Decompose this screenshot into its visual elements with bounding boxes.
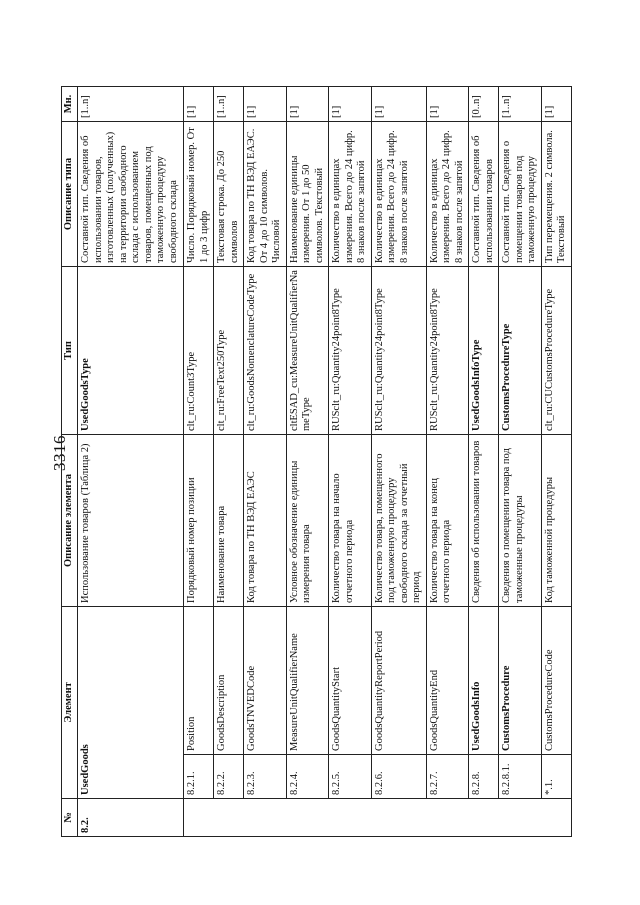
table-row (184, 87, 214, 837)
row-element: UsedGoodsInfo (469, 607, 499, 755)
header-element: Элемент (62, 607, 78, 799)
row-mn: [1] (286, 87, 329, 122)
table-header-row (62, 87, 78, 837)
indent-cell (184, 799, 572, 837)
row-num: 8.2.7. (426, 755, 469, 799)
table-row (244, 87, 287, 837)
row-element: GoodsQuantityReportPeriod (371, 607, 426, 755)
row-mn: [1..n] (499, 87, 542, 122)
table-row (541, 87, 571, 837)
header-type-desc: Описание типа (62, 122, 78, 267)
table-row (329, 87, 372, 837)
row-mn: [1] (541, 87, 571, 122)
row-element-desc: Порядковый номер позиции (184, 435, 214, 607)
row-element-desc: Сведения о помещении товара под таможенные процедуры (499, 435, 542, 607)
row-element: GoodsTNVEDCode (244, 607, 287, 755)
page-number: 3316 (50, 435, 69, 471)
row-num: 8.2.2. (214, 755, 244, 799)
row-element-desc: Код таможенной процедуры (541, 435, 571, 607)
row-type-desc: Наименование единицы измерения. От 1 до 50 символов. Текстовый (286, 122, 329, 267)
row-num: 8.2.8.1. (499, 755, 542, 799)
row-element: MeasureUnitQualifierName (286, 607, 329, 755)
row-type: RUSclt_ru:Quantity24point8Type (426, 267, 469, 435)
row-type-desc: Тип перемещения. 2 символа. Текстовый (541, 122, 571, 267)
row-element-desc: Количество товара на конец отчетного периода (426, 435, 469, 607)
row-num: 8.2.5. (329, 755, 372, 799)
row-type: clt_ru:CUCustomsProcedureType (541, 267, 571, 435)
row-type-desc: Код товара по ТН ВЭД ЕАЭС. От 4 до 10 символов. Числовой (244, 122, 287, 267)
row-type: RUSclt_ru:Quantity24point8Type (329, 267, 372, 435)
row-element-desc: Условное обозначение единицы измерения товара (286, 435, 329, 607)
row-type: RUSclt_ru:Quantity24point8Type (371, 267, 426, 435)
row-mn: [1..n] (214, 87, 244, 122)
row-element-desc: Наименование товара (214, 435, 244, 607)
row-type: clt_ru:GoodsNomenclatureCodeType (244, 267, 287, 435)
row-type-desc: Число. Порядковый номер. От 1 до 3 цифр (184, 122, 214, 267)
row-type: cltESAD_cu:MeasureUnitQualifierNameType (286, 267, 329, 435)
row-mn: [1] (426, 87, 469, 122)
row-mn: [1] (184, 87, 214, 122)
row-mn: [1] (371, 87, 426, 122)
row-type: UsedGoodsType (78, 267, 184, 435)
row-element: Position (184, 607, 214, 755)
row-element: CustomsProcedure (499, 607, 542, 755)
row-num: *.1. (541, 755, 571, 799)
row-element-desc: Код товара по ТН ВЭД ЕАЭС (244, 435, 287, 607)
table-row (426, 87, 469, 837)
row-element: GoodsQuantityStart (329, 607, 372, 755)
header-mn: Мн. (62, 87, 78, 122)
row-type: CustomsProcedureType (499, 267, 542, 435)
row-type: clt_ru:Count3Type (184, 267, 214, 435)
row-type-desc: Количество в единицах измерения. Всего до 24 цифр. 8 знаков после запятой (371, 122, 426, 267)
table-row (371, 87, 426, 837)
row-num: 8.2.4. (286, 755, 329, 799)
schema-table (61, 86, 572, 837)
table-row (286, 87, 329, 837)
row-num: 8.2.1. (184, 755, 214, 799)
row-element: UsedGoods (78, 607, 184, 799)
row-element: GoodsQuantityEnd (426, 607, 469, 755)
row-type: clt_ru:FreeText250Type (214, 267, 244, 435)
row-type-desc: Составной тип. Сведения об использовании товаров (469, 122, 499, 267)
row-element-desc: Использование товаров (Таблица 2) (78, 435, 184, 607)
row-type-desc: Составной тип. Сведения об использовании товаров, изготовленных (полученных) на территории свободного склада с использованием товаров, помещенных под таможенную процедуру свободного склада (78, 122, 184, 267)
row-element: CustomsProcedureCode (541, 607, 571, 755)
row-num: 8.2.3. (244, 755, 287, 799)
row-num: 8.2. (78, 799, 184, 837)
row-element-desc: Количество товара, помещенного под таможенную процедуру свободного склада за отчетный период (371, 435, 426, 607)
header-type: Тип (62, 267, 78, 435)
row-type-desc: Текстовая строка. До 250 символов (214, 122, 244, 267)
table-row (78, 87, 184, 837)
table-row (214, 87, 244, 837)
row-mn: [1] (329, 87, 372, 122)
row-num: 8.2.8. (469, 755, 499, 799)
table-row (469, 87, 499, 837)
row-element: GoodsDescription (214, 607, 244, 755)
header-element-desc: Описание элемента (62, 435, 78, 607)
header-num: № (62, 799, 78, 837)
rotated-table-wrapper (61, 87, 579, 837)
row-mn: [1] (244, 87, 287, 122)
row-type-desc: Количество в единицах измерения. Всего до 24 цифр. 8 знаков после запятой (329, 122, 372, 267)
row-type-desc: Составной тип. Сведения о помещении товаров под таможенную процедуру (499, 122, 542, 267)
row-type: UsedGoodsInfoType (469, 267, 499, 435)
row-element-desc: Сведения об использовании товаров (469, 435, 499, 607)
row-mn: [0..n] (469, 87, 499, 122)
table-row (499, 87, 542, 837)
row-type-desc: Количество в единицах измерения. Всего до 24 цифр. 8 знаков после запятой (426, 122, 469, 267)
row-mn: [1..n] (78, 87, 184, 122)
row-element-desc: Количество товара на начало отчетного периода (329, 435, 372, 607)
row-num: 8.2.6. (371, 755, 426, 799)
